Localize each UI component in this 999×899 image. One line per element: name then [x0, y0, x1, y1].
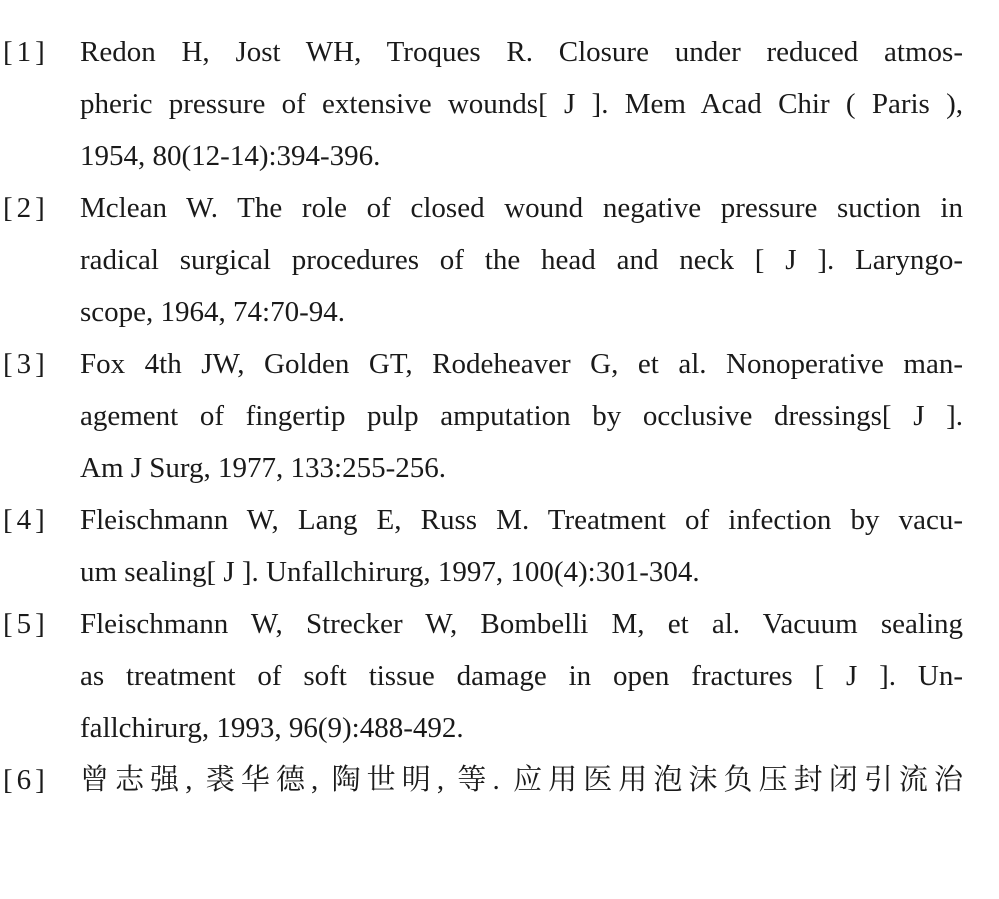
reference-line: um sealing[ J ]. Unfallchirurg, 1997, 100(4):301-304. [80, 556, 700, 588]
reference-item [3, 26, 963, 182]
reference-item [3, 598, 963, 754]
reference-list [3, 26, 963, 806]
reference-line: fallchirurg, 1993, 96(9):488-492. [80, 712, 464, 744]
reference-text [80, 182, 963, 338]
reference-number: [6] [3, 764, 49, 796]
reference-line: Fleischmann W, Lang E, Russ M. Treatment of infection by vacu- [80, 504, 963, 536]
reference-line: agement of fingertip pulp amputation by occlusive dressings[ J ]. [80, 400, 963, 432]
reference-text [80, 754, 963, 806]
reference-line: pheric pressure of extensive wounds[ J ]. Mem Acad Chir ( Paris ), [80, 88, 963, 120]
reference-text [80, 598, 963, 754]
reference-text [80, 338, 963, 494]
reference-number: [2] [3, 192, 49, 224]
reference-line: Fox 4th JW, Golden GT, Rodeheaver G, et al. Nonoperative man- [80, 348, 963, 380]
reference-line: radical surgical procedures of the head and neck [ J ]. Laryngo- [80, 244, 963, 276]
reference-item [3, 182, 963, 338]
reference-line: Am J Surg, 1977, 133:255-256. [80, 452, 447, 484]
reference-line: Redon H, Jost WH, Troques R. Closure under reduced atmos- [80, 36, 963, 68]
reference-number: [3] [3, 348, 49, 380]
reference-line: 曾志强, 裘华德, 陶世明, 等. 应用医用泡沫负压封闭引流治 [80, 764, 963, 796]
reference-line: Mclean W. The role of closed wound negative pressure suction in [80, 192, 963, 224]
reference-line: scope, 1964, 74:70-94. [80, 296, 345, 328]
reference-item [3, 754, 963, 806]
reference-number: [1] [3, 36, 49, 68]
reference-line: as treatment of soft tissue damage in open fractures [ J ]. Un- [80, 660, 963, 692]
reference-line: Fleischmann W, Strecker W, Bombelli M, et al. Vacuum sealing [80, 608, 963, 640]
reference-text [80, 494, 963, 598]
reference-item [3, 338, 963, 494]
reference-number: [4] [3, 504, 49, 536]
reference-number: [5] [3, 608, 49, 640]
reference-item [3, 494, 963, 598]
reference-text [80, 26, 963, 182]
reference-line: 1954, 80(12-14):394-396. [80, 140, 381, 172]
